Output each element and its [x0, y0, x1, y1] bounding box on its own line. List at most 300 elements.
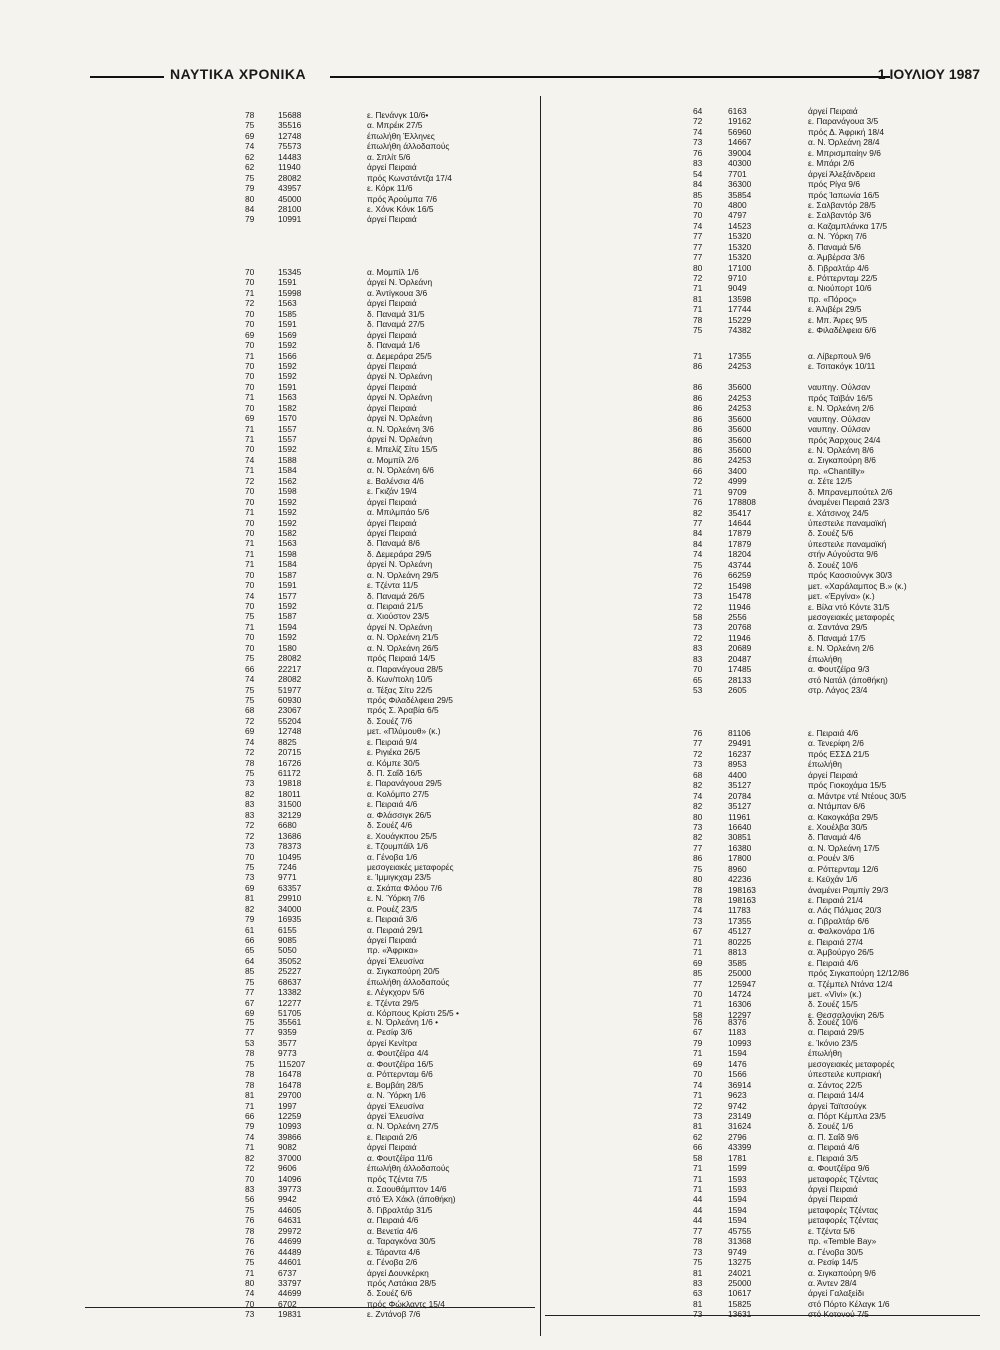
- built-year: 79: [245, 1121, 255, 1132]
- tonnage: 8960: [728, 863, 747, 874]
- table-row: [85, 643, 535, 653]
- tonnage: 14523: [728, 220, 752, 231]
- tonnage: 1593: [728, 1173, 747, 1184]
- table-row: [85, 173, 535, 183]
- table-row: [85, 340, 535, 350]
- position-status: α. Ντάμπαν 6/6: [808, 801, 866, 812]
- table-row: [548, 137, 988, 147]
- tonnage: 1587: [278, 569, 297, 580]
- tonnage: 24253: [728, 392, 752, 403]
- position-status: α. Σέτε 12/5: [808, 476, 853, 487]
- table-row: [85, 497, 535, 507]
- position-status: ε. Χουάγκπου 25/5: [367, 830, 437, 841]
- table-row: [85, 538, 535, 548]
- built-year: 77: [245, 1027, 255, 1038]
- position-status: α. Σιγκαπούρη 20/5: [367, 966, 440, 977]
- position-status: ε. Πειραιά 3/5: [808, 1152, 859, 1163]
- tonnage: 125947: [728, 978, 756, 989]
- built-year: 84: [245, 203, 255, 214]
- built-year: 74: [693, 220, 703, 231]
- built-year: 83: [245, 809, 255, 820]
- built-year: 79: [245, 183, 255, 194]
- built-year: 77: [693, 842, 703, 853]
- table-row: [548, 874, 988, 884]
- built-year: 70: [245, 402, 255, 413]
- table-row: [548, 570, 988, 580]
- position-status: α. Άμβούργο 26/5: [808, 947, 874, 958]
- tonnage: 25227: [278, 966, 302, 977]
- table-row: [548, 633, 988, 643]
- position-status: ναυπηγ. Ούλσαν: [808, 382, 871, 393]
- tonnage: 45000: [278, 193, 302, 204]
- tonnage: 74382: [728, 325, 752, 336]
- built-year: 69: [245, 726, 255, 737]
- table-row: [85, 789, 535, 799]
- position-status: δ. Παναμά 8/6: [367, 538, 420, 549]
- built-year: 70: [245, 601, 255, 611]
- built-year: 71: [693, 304, 703, 315]
- tonnage: 31500: [278, 799, 302, 810]
- tonnage: 1598: [278, 486, 297, 497]
- tonnage: 63357: [278, 882, 302, 893]
- built-year: 74: [245, 736, 255, 747]
- table-row: [548, 252, 988, 262]
- position-status: α. Μομπίλ 1/6: [367, 267, 419, 277]
- built-year: 70: [245, 360, 255, 371]
- built-year: 71: [245, 465, 255, 476]
- tonnage: 29491: [728, 738, 752, 749]
- position-status: άργεί Πειραιά: [808, 769, 858, 780]
- table-row: [85, 1017, 535, 1027]
- table-row: [548, 304, 988, 314]
- built-year: 58: [693, 611, 703, 622]
- table-row: [548, 1132, 988, 1142]
- table-row: [85, 591, 535, 601]
- table-row: [548, 1194, 988, 1204]
- built-year: 77: [245, 987, 255, 998]
- built-year: 75: [693, 863, 703, 874]
- table-row: [85, 1215, 535, 1225]
- table-row: [85, 162, 535, 172]
- table-row: [548, 822, 988, 832]
- position-status: α. Ν. Όρλεάνη 21/5: [367, 632, 439, 643]
- table-row: [85, 705, 535, 715]
- built-year: 83: [245, 1184, 255, 1194]
- position-status: ε. Πειραιά 4/6: [808, 728, 859, 738]
- position-status: δ. Παναμά 1/6: [367, 340, 420, 351]
- table-row: [548, 853, 988, 863]
- table-row: [85, 1101, 535, 1111]
- position-status: δ. Γιβραλτάρ 4/6: [808, 262, 869, 273]
- built-year: 44: [693, 1194, 703, 1205]
- built-year: 72: [245, 1163, 255, 1174]
- table-row: [548, 643, 988, 653]
- tonnage: 1588: [278, 454, 297, 465]
- table-row: [548, 351, 988, 361]
- position-status: α. Σάντος 22/5: [808, 1079, 863, 1090]
- built-year: 71: [245, 434, 255, 444]
- tonnage: 44699: [278, 1236, 302, 1247]
- built-year: 70: [245, 496, 255, 507]
- built-year: 70: [245, 517, 255, 528]
- table-row: [548, 937, 988, 947]
- position-status: έπωλήθη άλλοδαπούς: [367, 1163, 450, 1174]
- built-year: 83: [693, 643, 703, 654]
- position-status: α. Ρουέζ 23/5: [367, 903, 418, 914]
- table-row: [85, 528, 535, 538]
- tonnage: 6737: [278, 1267, 297, 1278]
- table-row: [548, 190, 988, 200]
- built-year: 71: [693, 1163, 703, 1174]
- table-row: [85, 1247, 535, 1257]
- position-status: ε. Σαλβαντόρ 3/6: [808, 210, 872, 221]
- position-status: μετ. «Πλύμουθ» (κ.): [367, 726, 441, 737]
- built-year: 70: [693, 199, 703, 210]
- table-row: [85, 747, 535, 757]
- table-row: [85, 1027, 535, 1037]
- built-year: 75: [245, 172, 255, 183]
- built-year: 74: [245, 141, 255, 152]
- position-status: ναυπηγ. Ούλσαν: [808, 424, 871, 435]
- table-row: [85, 110, 535, 120]
- position-status: άργεί Δουνκέρκη: [367, 1267, 429, 1278]
- position-status: δ. Παναμά 17/5: [808, 632, 866, 643]
- tonnage: 4400: [728, 769, 747, 780]
- position-status: δ. Παναμά 27/5: [367, 319, 425, 330]
- table-row: [85, 935, 535, 945]
- built-year: 66: [245, 1110, 255, 1121]
- tonnage: 1599: [728, 1163, 747, 1174]
- built-year: 81: [693, 1121, 703, 1132]
- position-status: α. Ταραγκόνα 30/5: [367, 1236, 436, 1247]
- position-status: πρός Άρούμπα 7/6: [367, 193, 437, 204]
- tonnage: 6163: [728, 106, 747, 116]
- tonnage: 36914: [728, 1079, 752, 1090]
- tonnage: 17800: [728, 853, 752, 864]
- tonnage: 16306: [728, 999, 752, 1010]
- table-row: [548, 424, 988, 434]
- tonnage: 1592: [278, 517, 297, 528]
- built-year: 86: [693, 444, 703, 455]
- position-status: πρός ΕΣΣΔ 21/5: [808, 748, 870, 759]
- tonnage: 29700: [278, 1090, 302, 1101]
- built-year: 72: [693, 116, 703, 127]
- table-row: [548, 968, 988, 978]
- position-status: στό Νατάλ (άποθήκη): [808, 674, 888, 685]
- position-status: α. Παρανάγουα 28/5: [367, 663, 443, 674]
- built-year: 76: [693, 728, 703, 738]
- position-status: δ. Παναμά 5/6: [808, 241, 861, 252]
- tonnage: 13631: [728, 1309, 752, 1320]
- table-row: [548, 622, 988, 632]
- built-year: 69: [245, 329, 255, 340]
- position-status: ε. Βίλα ντό Κόντε 31/5: [808, 601, 890, 612]
- position-status: α. Σπλίτ 5/6: [367, 151, 411, 162]
- built-year: 73: [245, 872, 255, 883]
- tonnage: 1598: [278, 548, 297, 559]
- position-status: άργεί Πειραιά: [367, 517, 417, 528]
- built-year: 81: [693, 1298, 703, 1309]
- tonnage: 16935: [278, 914, 302, 925]
- tonnage: 9623: [728, 1090, 747, 1101]
- position-status: ε. Ν. Όρλεάνη 8/6: [808, 444, 874, 455]
- position-status: μεσογειακές μεταφορές: [808, 1058, 895, 1069]
- position-status: πρός Φιλαδέλφεια 29/5: [367, 694, 453, 705]
- table-row: [85, 1069, 535, 1079]
- tonnage: 198163: [728, 895, 756, 905]
- built-year: 71: [693, 1173, 703, 1184]
- built-year: 73: [245, 778, 255, 789]
- tonnage: 20768: [728, 622, 752, 633]
- position-status: ε. Μπ. Άιρες 9/5: [808, 314, 868, 325]
- position-status: α. Χιούστον 23/5: [367, 611, 430, 622]
- tonnage: 2556: [728, 611, 747, 622]
- position-status: άργεί Πειραιά: [367, 496, 417, 507]
- position-status: πρός Λατάκια 28/5: [367, 1277, 437, 1288]
- position-status: α. Κόρπους Κρίστι 25/5 •: [367, 1008, 459, 1019]
- tonnage: 35516: [278, 120, 302, 131]
- built-year: 74: [245, 1131, 255, 1142]
- tonnage: 51705: [278, 1008, 302, 1019]
- built-year: 75: [245, 694, 255, 705]
- built-year: 84: [693, 538, 703, 549]
- position-status: ε. Τσιτακόγκ 10/11: [808, 361, 876, 372]
- table-row: [85, 977, 535, 987]
- table-row: [548, 612, 988, 622]
- built-year: 75: [245, 120, 255, 131]
- position-status: α. Γένοβα 30/5: [808, 1246, 863, 1257]
- position-status: α. Φλάσσιγκ 26/5: [367, 809, 432, 820]
- table-row: [548, 989, 988, 999]
- tonnage: 19831: [278, 1309, 302, 1320]
- tonnage: 13382: [278, 987, 302, 998]
- tonnage: 28082: [278, 172, 302, 183]
- position-status: μεταφορές Τζέντας: [808, 1173, 879, 1184]
- built-year: 71: [245, 1100, 255, 1111]
- tonnage: 3585: [728, 957, 747, 968]
- built-year: 71: [245, 350, 255, 361]
- position-status: έπωλήθη άλλοδαπούς: [367, 976, 450, 987]
- tonnage: 13686: [278, 830, 302, 841]
- position-status: α. Πειραιά 29/5: [808, 1027, 865, 1038]
- tonnage: 24253: [728, 403, 752, 414]
- built-year: 86: [693, 424, 703, 435]
- position-status: α. Μάντρε ντέ Ντέους 30/5: [808, 790, 907, 801]
- tonnage: 7701: [728, 168, 747, 179]
- tonnage: 1582: [278, 527, 297, 538]
- table-row: [548, 1153, 988, 1163]
- table-row: [548, 560, 988, 570]
- tonnage: 10495: [278, 851, 302, 862]
- position-status: ε. Βομβάη 28/5: [367, 1079, 424, 1090]
- table-row: [548, 958, 988, 968]
- tonnage: 43399: [728, 1142, 752, 1153]
- position-status: α. Ρουέν 3/6: [808, 853, 855, 864]
- built-year: 78: [245, 1069, 255, 1080]
- table-row: [85, 267, 535, 277]
- position-status: στρ. Λάγος 23/4: [808, 685, 868, 695]
- table-row: [548, 916, 988, 926]
- listing-top-left: [85, 110, 535, 225]
- table-row: [85, 319, 535, 329]
- table-row: [85, 1059, 535, 1069]
- built-year: 86: [693, 434, 703, 445]
- position-status: α. Ν. Όρλεάνη 27/5: [367, 1121, 439, 1132]
- built-year: 71: [245, 392, 255, 403]
- table-row: [85, 507, 535, 517]
- position-status: άργεί Έλευσίνα: [367, 1100, 424, 1111]
- tonnage: 1563: [278, 298, 297, 309]
- tonnage: 18011: [278, 788, 301, 799]
- listing-top-right: [548, 106, 988, 336]
- tonnage: 1476: [728, 1058, 747, 1069]
- tonnage: 1557: [278, 423, 297, 434]
- table-row: [85, 559, 535, 569]
- tonnage: 36300: [728, 179, 752, 190]
- position-status: ε. Ν. Όρλεάνη 1/6 •: [367, 1017, 439, 1027]
- tonnage: 17355: [728, 915, 752, 926]
- table-row: [85, 403, 535, 413]
- built-year: 82: [245, 1152, 255, 1163]
- table-row: [85, 841, 535, 851]
- table-row: [85, 1111, 535, 1121]
- built-year: 80: [693, 811, 703, 822]
- position-status: μεταφορές Τζέντας: [808, 1204, 879, 1215]
- table-row: [548, 315, 988, 325]
- tonnage: 10993: [278, 1121, 302, 1132]
- built-year: 76: [693, 497, 703, 508]
- built-year: 71: [245, 423, 255, 434]
- built-year: 71: [245, 287, 255, 298]
- table-row: [548, 832, 988, 842]
- tonnage: 14096: [278, 1173, 302, 1184]
- table-row: [548, 487, 988, 497]
- listing-mid-right-2: [548, 728, 988, 1020]
- position-status: ε. Σαλβαντόρ 28/5: [808, 199, 876, 210]
- position-status: μετ. «Χαράλαμπος Β.» (κ.): [808, 580, 907, 591]
- tonnage: 9710: [728, 273, 747, 283]
- tonnage: 24253: [728, 361, 752, 372]
- table-row: [548, 1121, 988, 1131]
- tonnage: 1569: [278, 329, 297, 340]
- table-row: [548, 979, 988, 989]
- built-year: 70: [245, 267, 255, 277]
- built-year: 54: [693, 168, 703, 179]
- tonnage: 24253: [728, 455, 752, 466]
- table-row: [548, 1174, 988, 1184]
- tonnage: 14724: [728, 988, 752, 999]
- position-status: ε. Άλιβέρι 29/5: [808, 304, 862, 315]
- table-row: [85, 465, 535, 475]
- position-status: α. Σιγκαπούρη 9/6: [808, 1267, 876, 1278]
- tonnage: 11783: [728, 905, 751, 916]
- built-year: 77: [693, 1225, 703, 1236]
- built-year: 78: [693, 314, 703, 325]
- tonnage: 20689: [728, 643, 752, 654]
- position-status: ε. Πειραιά 3/6: [367, 914, 418, 925]
- position-status: άναμένει Πειραιά 23/3: [808, 497, 890, 508]
- position-status: μετ. «Έργίνα» (κ.): [808, 591, 875, 602]
- tonnage: 3577: [278, 1037, 297, 1048]
- position-status: α. Νιούπορτ 10/6: [808, 283, 872, 294]
- table-row: [85, 810, 535, 820]
- position-status: άργεί Πειραιά: [367, 214, 417, 225]
- table-row: [85, 852, 535, 862]
- position-status: α. Λίβερπουλ 9/6: [808, 351, 871, 361]
- tonnage: 28082: [278, 653, 302, 664]
- tonnage: 1594: [728, 1194, 747, 1205]
- table-row: [85, 194, 535, 204]
- built-year: 77: [693, 241, 703, 252]
- built-year: 70: [245, 308, 255, 319]
- built-year: 72: [245, 820, 255, 831]
- tonnage: 1562: [278, 475, 297, 486]
- table-row: [85, 570, 535, 580]
- tonnage: 44601: [278, 1257, 302, 1268]
- position-status: έπωλήθη άλλοδαπούς: [367, 141, 450, 152]
- position-status: α. Μομπίλ 2/6: [367, 454, 419, 465]
- tonnage: 45127: [728, 926, 752, 937]
- built-year: 86: [693, 853, 703, 864]
- tonnage: 9082: [278, 1142, 297, 1153]
- built-year: 75: [245, 611, 255, 622]
- position-status: ε. Πενάνγκ 10/6•: [367, 110, 429, 120]
- tonnage: 8825: [278, 736, 297, 747]
- built-year: 74: [693, 905, 703, 916]
- built-year: 85: [693, 968, 703, 979]
- built-year: 69: [693, 1058, 703, 1069]
- position-status: α. Άμβέρσα 3/6: [808, 252, 865, 263]
- tonnage: 81106: [728, 728, 751, 738]
- table-row: [85, 1038, 535, 1048]
- built-year: 70: [245, 1298, 255, 1309]
- table-row: [85, 820, 535, 830]
- position-status: α. Ρεσίφ 14/5: [808, 1257, 858, 1268]
- built-year: 82: [693, 801, 703, 812]
- tonnage: 28133: [728, 674, 752, 685]
- position-status: μεσογειακές μεταφορές: [367, 861, 454, 872]
- position-status: ε. Παρανάγουα 29/5: [367, 778, 442, 789]
- position-status: μετ. «Vivi» (κ.): [808, 988, 862, 999]
- table-row: [85, 904, 535, 914]
- built-year: 75: [245, 684, 255, 695]
- built-year: 83: [693, 653, 703, 664]
- table-row: [548, 148, 988, 158]
- table-row: [548, 539, 988, 549]
- built-year: 70: [245, 444, 255, 455]
- table-row: [548, 1059, 988, 1069]
- position-status: έπωλήθη: [808, 1048, 842, 1059]
- table-row: [548, 1090, 988, 1100]
- table-row: [548, 179, 988, 189]
- position-status: δ. Σουέζ 4/6: [367, 820, 413, 831]
- tonnage: 4999: [728, 476, 747, 487]
- position-status: πρός Σ. Άραβία 6/5: [367, 705, 439, 716]
- built-year: 77: [693, 231, 703, 242]
- built-year: 71: [693, 1048, 703, 1059]
- tonnage: 1566: [278, 350, 297, 361]
- position-status: α. Λάς Πάλμας 20/3: [808, 905, 882, 916]
- tonnage: 23149: [728, 1110, 752, 1121]
- table-row: [85, 413, 535, 423]
- position-status: άργεί Πειραιά: [808, 1184, 858, 1194]
- position-status: πρός Ταϊβάν 16/5: [808, 392, 873, 403]
- built-year: 58: [693, 1009, 703, 1020]
- tonnage: 1592: [278, 360, 297, 371]
- position-status: πρός Σιγκαπούρη 12/12/86: [808, 968, 909, 979]
- position-status: άργεί Ν. Όρλεάνη: [367, 559, 433, 570]
- position-status: ε. Ίκόνιο 23/5: [808, 1037, 858, 1048]
